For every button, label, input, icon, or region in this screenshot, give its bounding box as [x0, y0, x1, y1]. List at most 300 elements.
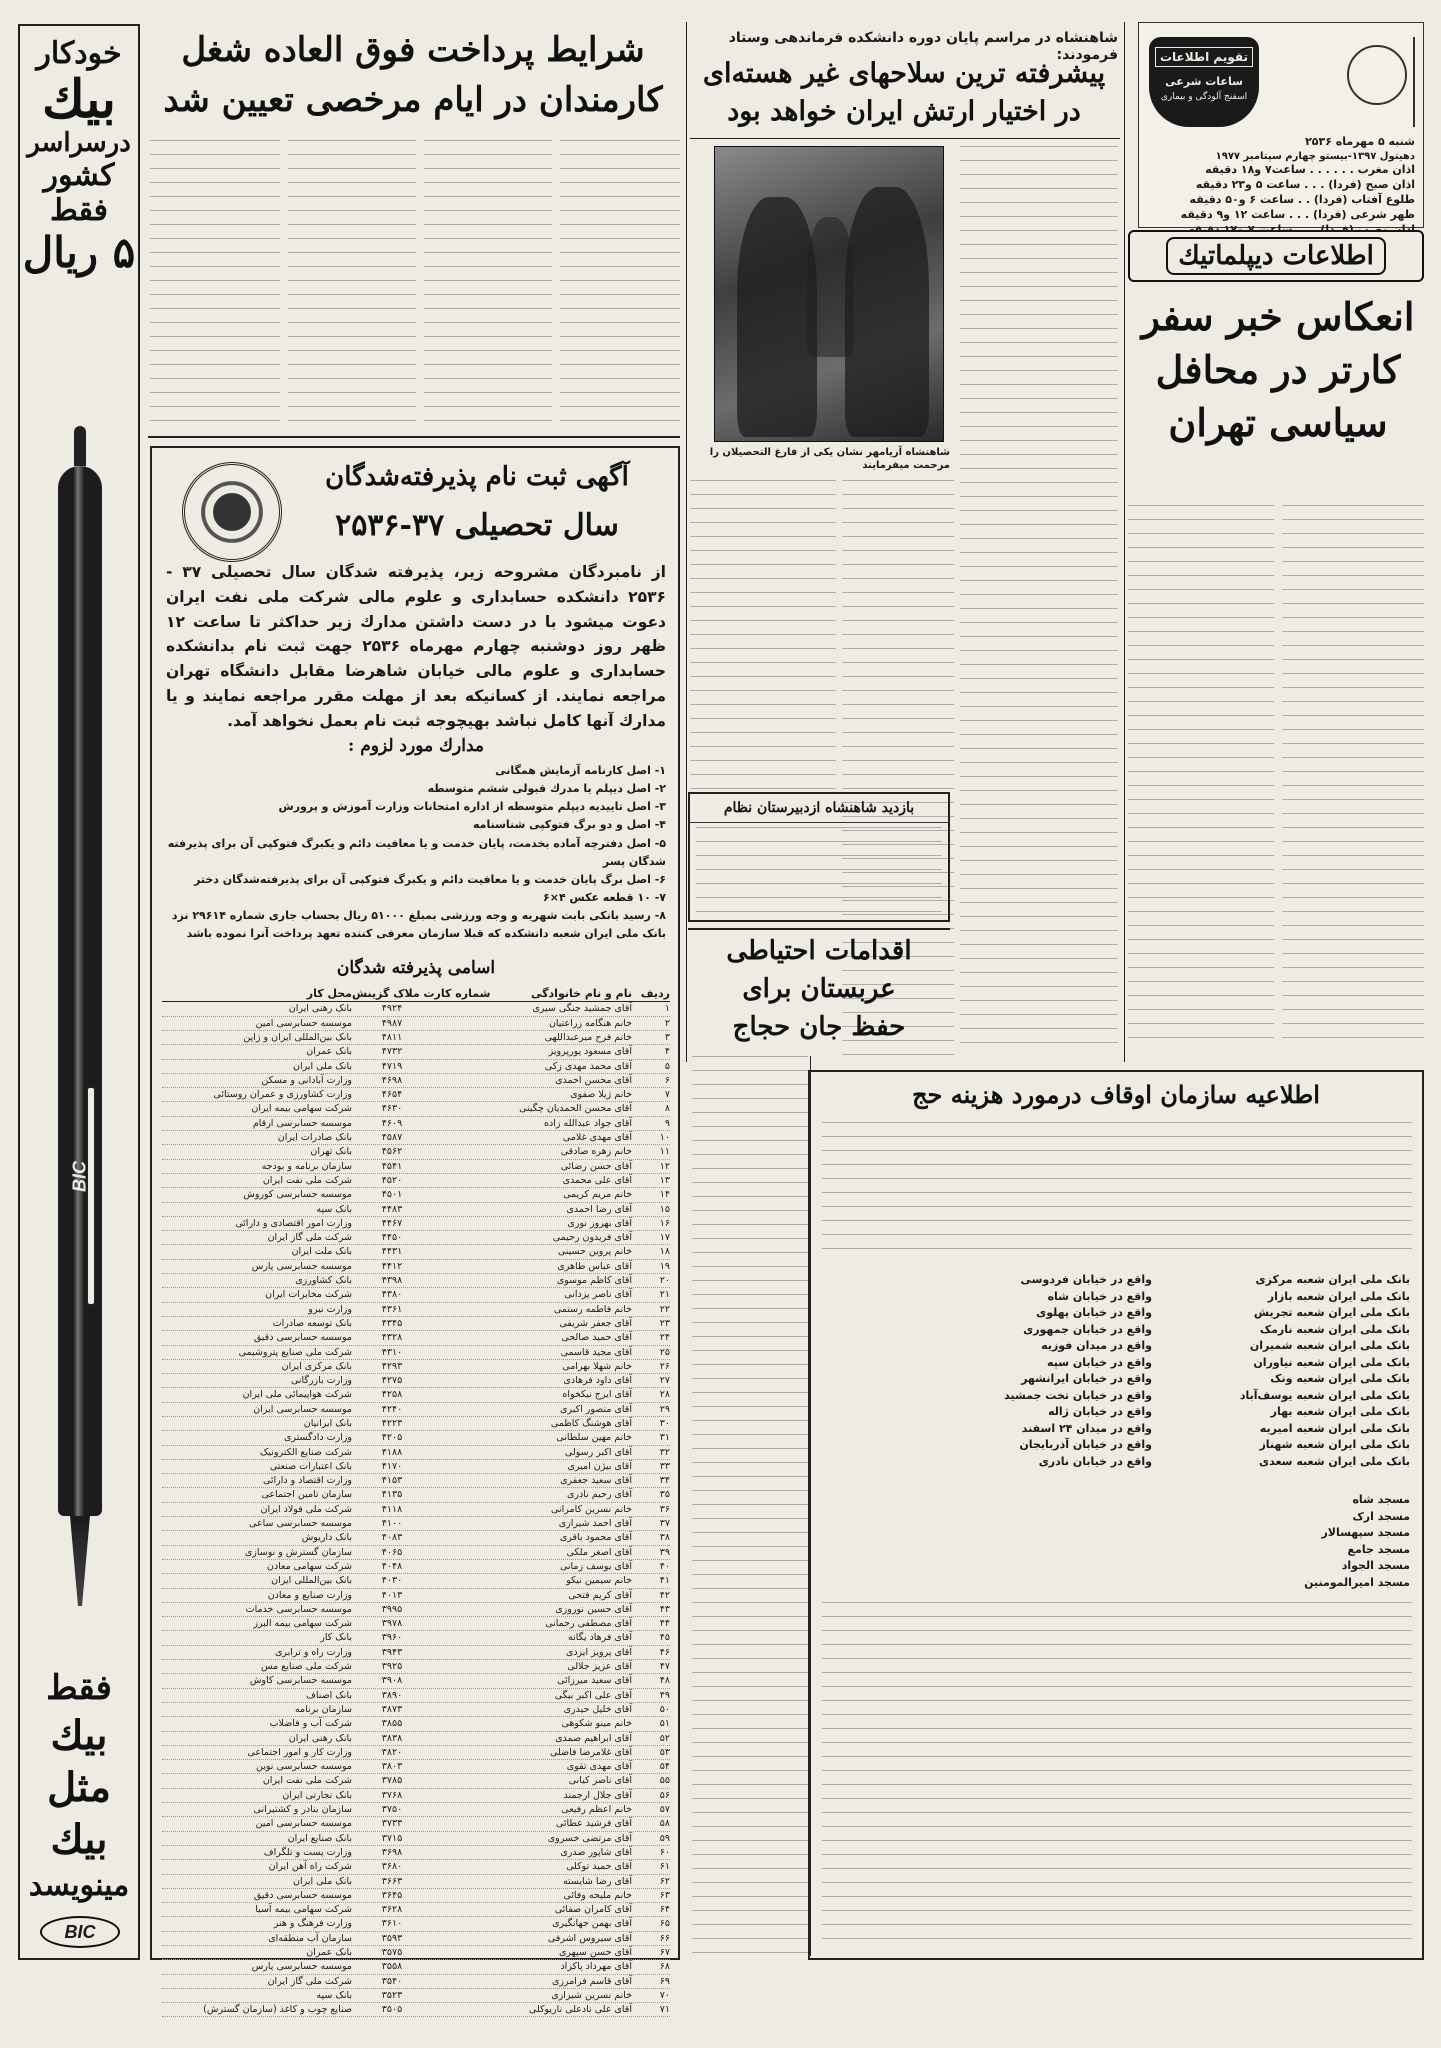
row-card: ۴۷۳۲ [381, 1046, 403, 1058]
calendar-logo [1149, 37, 1259, 127]
oil-company-emblem [182, 462, 282, 562]
row-name: آقای جعفر شریفی [559, 1317, 632, 1329]
row-name: آقای مهدی تقوی [566, 1761, 632, 1773]
calendar-box [1138, 22, 1424, 228]
table-row [162, 1717, 670, 1731]
rule [148, 436, 680, 438]
employment-headline-1: شرایط پرداخت فوق العاده شغل [181, 30, 645, 70]
row-card: ۴۰۴۸ [381, 1560, 403, 1572]
row-index: ۶۶ [659, 1932, 670, 1944]
row-index: ۶۸ [659, 1961, 670, 1973]
row-name: خانم زهره صادقی [560, 1146, 632, 1158]
row-card: ۳۹۶۰ [381, 1632, 403, 1644]
table-row [162, 1431, 670, 1445]
row-index: ۴ [664, 1046, 670, 1058]
table-row [162, 1603, 670, 1617]
row-name: آقای کامران صفائی [554, 1904, 632, 1916]
row-card: ۳۵۲۳ [381, 1989, 403, 2001]
row-card: ۴۸۱۱ [381, 1031, 403, 1043]
awqaf-banks [1160, 1272, 1410, 1470]
row-name: خانم پروین حسینی [557, 1246, 632, 1258]
row-workplace: وزارت کشاورزی و عمران روستائی [213, 1089, 352, 1101]
calendar-logo-title: تقویم اطلاعات [1155, 47, 1253, 67]
table-row [162, 1746, 670, 1760]
row-workplace: موسسه حسابرسی خدمات [245, 1603, 352, 1615]
table-row [162, 1002, 670, 1016]
row-card: ۴۵۶۲ [381, 1146, 403, 1158]
row-card: ۴۳۹۸ [381, 1275, 403, 1287]
docs-title: مدارك مورد لزوم : [348, 736, 484, 756]
row-name: آقای حسین نوروزی [555, 1603, 632, 1615]
bic-bottom-3: مثل [47, 1764, 111, 1811]
calendar-logo-sub: ساعات شرعی [1165, 75, 1243, 88]
column-rule [686, 22, 687, 1062]
row-name: خانم نسرین شیرازی [551, 1989, 632, 2001]
row-workplace: شرکت هواپیمائی ملی ایران [242, 1389, 352, 1401]
row-name: خانم مینو شکوهی [561, 1718, 632, 1730]
row-name: آقای حسن سپهری [558, 1946, 632, 1958]
row-workplace: موسسه حسابرسی ارقام [252, 1117, 352, 1129]
row-card: ۴۵۸۷ [381, 1132, 403, 1144]
shah-caption: شاهنشاه آریامهر نشان یکی از فارغ التحصیلان را مرحمت میفرمایند [709, 447, 950, 471]
col-index: ردیف [640, 987, 670, 1000]
row-card: ۴۵۴۱ [381, 1160, 403, 1172]
bank-item: بانک ملی ایران شعبه نارمک [1259, 1322, 1410, 1336]
pen-label: BIC [69, 1161, 90, 1192]
row-workplace: وزارت پست و تلگراف [263, 1846, 352, 1858]
row-workplace: بانک سپه [316, 1989, 352, 2001]
row-index: ۷۱ [659, 2004, 670, 2016]
row-index: ۱۸ [659, 1246, 670, 1258]
row-name: آقای سعید جعفری [560, 1475, 632, 1487]
row-workplace: وزارت راه و ترابری [274, 1646, 352, 1658]
table-row [162, 1274, 670, 1288]
row-name: آقای جواد عبدالله زاده [544, 1117, 632, 1129]
row-card: ۳۵۵۸ [381, 1961, 403, 1973]
table-row [162, 1803, 670, 1817]
row-card: ۳۶۹۸ [381, 1846, 403, 1858]
row-workplace: بانک توسعه صادرات [272, 1317, 352, 1329]
table-row [162, 1474, 670, 1488]
doc-item: ۱- اصل کارنامه آزمایش همگانی [495, 764, 666, 777]
mosque-item: مسجد شاه [1352, 1493, 1410, 1506]
table-row [162, 1260, 670, 1274]
awqaf-body [822, 1602, 1412, 1950]
row-index: ۲ [664, 1017, 670, 1029]
row-card: ۳۶۴۵ [381, 1889, 403, 1901]
row-workplace: بانک ملی ایران [292, 1060, 352, 1072]
row-card: ۳۹۴۳ [381, 1646, 403, 1658]
row-workplace: بانک رهنی ایران [288, 1732, 352, 1744]
row-index: ۱۴ [659, 1189, 670, 1201]
col-workplace: محل کار [306, 987, 352, 1000]
row-card: ۴۲۹۳ [381, 1360, 403, 1372]
row-index: ۷۰ [659, 1989, 670, 2001]
row-workplace: موسسه حسابرسی دقیق [253, 1889, 352, 1901]
row-card: ۴۴۳۱ [381, 1246, 403, 1258]
row-card: ۳۹۲۵ [381, 1661, 403, 1673]
row-index: ۶۱ [659, 1861, 670, 1873]
row-card: ۴۳۲۸ [381, 1332, 403, 1344]
shah-photo [714, 146, 944, 442]
row-card: ۴۱۷۰ [381, 1460, 403, 1472]
row-workplace: بانک صنایع ایران [287, 1832, 352, 1844]
street-item: واقع در خیابان نادری [1038, 1454, 1152, 1468]
row-card: ۴۰۳۰ [381, 1575, 403, 1587]
row-card: ۳۸۲۰ [381, 1746, 403, 1758]
calendar-lines [1147, 135, 1415, 238]
bank-item: بانک ملی ایران شعبه نیاوران [1253, 1355, 1410, 1369]
row-index: ۲۹ [659, 1403, 670, 1415]
row-name: آقای غلامرضا فاضلی [549, 1746, 632, 1758]
row-name: خانم فرح میرعبداللهی [544, 1031, 632, 1043]
street-item: واقع در خیابان فردوسی [1020, 1273, 1152, 1286]
row-card: ۴۹۸۷ [381, 1017, 403, 1029]
row-name: آقای محمد مهدی زکی [544, 1060, 632, 1072]
row-workplace: بانک تهران [310, 1146, 352, 1158]
row-index: ۳۶ [659, 1503, 670, 1515]
table-row [162, 1960, 670, 1974]
mosque-item: مسجد جامع [1347, 1542, 1410, 1556]
row-name: آقای علی اکبر بیگی [554, 1689, 632, 1701]
row-index: ۲۸ [659, 1389, 670, 1401]
row-card: ۴۲۷۵ [381, 1375, 403, 1387]
calendar-time-4: ظهر شرعی (فردا) . . . ساعت ۱۲ و۹ دقیقه [1180, 207, 1415, 221]
row-workplace: سازمان تامین اجتماعی [261, 1489, 352, 1501]
row-name: آقای ایرج نیکخواه [562, 1389, 632, 1401]
bic-bottom-4: بیك [50, 1816, 108, 1863]
table-row [162, 1860, 670, 1874]
row-index: ۳۷ [659, 1518, 670, 1530]
row-workplace: وزارت امور اقتصادی و دارائی [235, 1217, 352, 1229]
row-workplace: شرکت آب و فاضلاب [269, 1718, 352, 1730]
table-row [162, 1188, 670, 1202]
row-name: آقای مهدی غلامی [562, 1132, 632, 1144]
table-row [162, 1460, 670, 1474]
doc-item: ۸- رسید بانکی بابت شهریه و وجه ورزشی بمبلغ ۵۱۰۰۰ ریال بحساب جاری شماره ۲۹۶۱۴ نزد بانک ملی ایران شعبه دانشکده که قبلا سازمان معرفی کننده تعهد پرداخت آنرا نموده باشد [171, 909, 666, 941]
pen-illustration [50, 426, 110, 1626]
table-row [162, 1932, 670, 1946]
awqaf-intro [822, 1122, 1412, 1262]
row-workplace: شرکت ملی صنایع پتروشیمی [238, 1346, 352, 1358]
row-workplace: شرکت ملی گاز ایران [267, 1232, 352, 1244]
table-row [162, 1946, 670, 1960]
pen-body [58, 466, 102, 1516]
row-name: آقای جمشید جنگی سیری [532, 1003, 632, 1015]
calendar-emblem [1347, 45, 1407, 105]
row-index: ۵۶ [659, 1789, 670, 1801]
doc-item: ۵- اصل دفترچه آماده بخدمت، پایان خدمت و یا معافیت دائم و یکبرگ فتوکپی آن برای پذیرفته شدگان پسر [167, 836, 666, 868]
table-row [162, 1774, 670, 1788]
table-row [162, 1102, 670, 1116]
row-index: ۳۱ [659, 1432, 670, 1444]
table-row [162, 1317, 670, 1331]
table-row [162, 1360, 670, 1374]
row-index: ۳۰ [659, 1418, 670, 1429]
row-workplace: وزارت آبادانی و مسکن [261, 1074, 352, 1086]
bic-ad [18, 24, 140, 1960]
bank-item: بانک ملی ایران شعبه بازار [1267, 1289, 1410, 1303]
row-workplace: سازمان گسترش و نوسازی [244, 1546, 352, 1558]
row-card: ۳۶۶۳ [381, 1875, 403, 1887]
bic-brand: بیك [42, 69, 116, 130]
calendar-time-2: اذان صبح (فردا) . . . ساعت ۵ و۲۳ دقیقه [1195, 178, 1415, 192]
diplomatic-banner-text: اطلاعات دیپلماتیك [1166, 237, 1386, 275]
arabia-headline-2: عربستان برای [742, 974, 896, 1004]
row-index: ۶۹ [659, 1975, 670, 1987]
row-workplace: سازمان بنادر و کشتیرانی [253, 1804, 352, 1816]
row-name: آقای یوسف زمانی [559, 1560, 632, 1572]
row-card: ۴۱۳۵ [381, 1489, 403, 1501]
table-row [162, 1832, 670, 1846]
row-name: آقای فریدون رحیمی [552, 1232, 632, 1244]
arabia-headline-3: حفظ جان حجاج [732, 1012, 906, 1042]
row-card: ۴۳۶۱ [381, 1303, 403, 1315]
row-card: ۳۶۱۰ [381, 1918, 403, 1930]
row-workplace: بانک تجارتی ایران [282, 1789, 352, 1801]
row-name: آقای ناصر کیانی [568, 1775, 632, 1787]
row-card: ۳۶۸۰ [381, 1861, 403, 1873]
calendar-date-2: دهیتول ۱۳۹۷-بیستو چهارم سپتامبر ۱۹۷۷ [1215, 150, 1415, 162]
row-workplace: بانک عمران [306, 1946, 352, 1958]
row-name: آقای مرتضی خسروی [547, 1832, 632, 1844]
row-name: آقای مهرداد پاکزاد [560, 1961, 632, 1973]
row-workplace: بانک ایرانیان [303, 1418, 352, 1429]
row-index: ۱۹ [659, 1260, 670, 1272]
row-name: آقای محسن الحمدیان چگینی [519, 1103, 632, 1115]
row-card: ۴۱۰۰ [381, 1518, 403, 1530]
row-index: ۵۴ [659, 1761, 670, 1773]
row-name: خانم اعظم رفیعی [561, 1804, 632, 1816]
row-workplace: شرکت سهامی بیمه ایران [251, 1103, 352, 1115]
mosque-item: مسجد سپهسالار [1321, 1526, 1410, 1539]
street-item: واقع در خیابان پهلوی [1036, 1306, 1152, 1319]
table-row [162, 1574, 670, 1588]
row-index: ۶۰ [659, 1846, 670, 1858]
photo-figure-center [807, 217, 853, 357]
row-workplace: شرکت سهامی بیمه آسیا [255, 1904, 352, 1916]
docs-list [166, 762, 666, 943]
awqaf-mosques [1210, 1492, 1410, 1591]
row-name: خانم شهلا بهرامی [562, 1360, 632, 1372]
table-header [162, 986, 670, 1002]
table-row [162, 1303, 670, 1317]
table-row [162, 1703, 670, 1717]
row-index: ۵۸ [659, 1818, 670, 1830]
row-workplace: بانک سپه [316, 1203, 352, 1215]
row-index: ۵۱ [659, 1718, 670, 1730]
table-row [162, 1631, 670, 1645]
bank-item: بانک ملی ایران شعبه مرکزی [1255, 1273, 1410, 1286]
row-name: آقای فرهاد یگانه [568, 1632, 632, 1644]
row-card: ۳۸۹۰ [381, 1689, 403, 1701]
visit-title: بازدید شاهنشاه ازدبیرستان نظام [690, 794, 948, 823]
row-workplace: شرکت ملی گاز ایران [267, 1975, 352, 1987]
row-workplace: موسسه حسابرسی امین [255, 1818, 352, 1830]
row-name: آقای علی محمدی [562, 1174, 632, 1186]
table-row [162, 1217, 670, 1231]
row-name: آقای خلیل حیدری [563, 1703, 632, 1715]
table-row [162, 1674, 670, 1688]
row-index: ۱۲ [659, 1160, 670, 1172]
bank-item: بانک ملی ایران شعبه شمیران [1249, 1339, 1410, 1352]
row-index: ۴۹ [659, 1689, 670, 1701]
table-row [162, 1374, 670, 1388]
row-workplace: شرکت ملی نفت ایران [262, 1174, 352, 1186]
row-card: ۴۰۱۳ [381, 1589, 403, 1601]
row-index: ۲۵ [659, 1346, 670, 1358]
doc-item: ۷- ۱۰ قطعه عکس ۴×۶ [543, 890, 666, 904]
row-card: ۳۷۸۵ [381, 1775, 403, 1787]
table-row [162, 1045, 670, 1059]
row-index: ۴۲ [659, 1589, 670, 1601]
row-name: آقای سیروس اشرفی [547, 1932, 632, 1944]
row-index: ۴۶ [659, 1646, 670, 1658]
row-index: ۴۳ [659, 1603, 670, 1615]
row-name: آقای بیژن امیری [567, 1460, 632, 1472]
bic-tagline-1: درسراسر [27, 128, 131, 159]
table-row [162, 1017, 670, 1031]
row-name: آقای پرویز ایزدی [565, 1646, 632, 1658]
bic-tagline-3: فقط [50, 193, 108, 229]
row-workplace: موسسه حسابرسی دقیق [253, 1332, 352, 1344]
row-card: ۴۴۸۳ [381, 1203, 403, 1215]
row-card: ۳۹۹۵ [381, 1603, 403, 1615]
table-row [162, 1689, 670, 1703]
row-workplace: شرکت سهامی بیمه البرز [253, 1618, 352, 1630]
row-index: ۷ [664, 1089, 670, 1101]
row-card: ۳۷۱۵ [381, 1832, 403, 1844]
row-card: ۳۵۴۰ [381, 1975, 403, 1987]
bic-tagline-2: کشور [43, 158, 115, 194]
row-name: آقای ابراهیم صمدی [555, 1732, 632, 1744]
row-name: آقای حمید توکلی [566, 1861, 632, 1873]
mosque-item: مسجد الجواد [1341, 1559, 1410, 1572]
employment-headline-2: کارمندان در ایام مرخصی تعیین شد [163, 80, 663, 120]
row-workplace: سازمان آب منطقه‌ای [268, 1932, 352, 1944]
diplomatic-banner [1128, 230, 1424, 282]
row-index: ۱۷ [659, 1232, 670, 1244]
row-index: ۴۱ [659, 1575, 670, 1587]
table-row [162, 1088, 670, 1102]
row-index: ۲۴ [659, 1332, 670, 1344]
table-row [162, 1231, 670, 1245]
table-row [162, 1403, 670, 1417]
street-item: واقع در میدان ۲۴ اسفند [1021, 1421, 1152, 1435]
employment-body-col1 [560, 140, 680, 430]
registration-year: سال تحصیلی ۳۷-۲۵۳۶ [335, 508, 619, 543]
row-name: خانم سیمین نیکو [566, 1575, 632, 1587]
photo-figure-left [737, 197, 817, 437]
row-index: ۵۵ [659, 1775, 670, 1787]
shah-body-col2 [842, 480, 954, 810]
diplomatic-body-left [1128, 505, 1274, 1045]
row-workplace: بانک بین‌المللی ایران و ژاپن [243, 1031, 352, 1043]
row-workplace: موسسه حسابرسی امین [255, 1017, 352, 1029]
diplomatic-body-right [1282, 505, 1424, 1045]
row-workplace: بانک صادرات ایران [277, 1132, 352, 1144]
row-index: ۲۳ [659, 1317, 670, 1329]
row-card: ۴۶۰۹ [381, 1117, 403, 1129]
row-workplace: موسسه حسابرسی ساعی [248, 1518, 352, 1530]
doc-item: ۴- اصل و دو برگ فتوکپی شناسنامه [473, 818, 666, 832]
row-workplace: موسسه حسابرسی کاوش [249, 1675, 352, 1687]
row-index: ۱۱ [659, 1146, 670, 1158]
row-card: ۴۴۶۷ [381, 1217, 403, 1229]
row-name: آقای بهمن جهانگیری [552, 1918, 632, 1930]
row-workplace: وزارت دادگستری [283, 1432, 352, 1444]
row-card: ۴۱۱۸ [381, 1503, 403, 1515]
row-name: آقای منصور اکبری [560, 1403, 632, 1415]
row-index: ۵۲ [659, 1732, 670, 1744]
row-workplace: وزارت فرهنگ و هنر [273, 1918, 352, 1930]
row-name: خانم فاطمه رستمی [553, 1303, 632, 1315]
table-body [162, 1002, 670, 2017]
registration-title: آگهی ثبت نام پذیرفته‌شدگان [325, 462, 629, 492]
row-name: آقای مصطفی رحمانی [545, 1618, 632, 1630]
row-card: ۳۸۳۸ [381, 1732, 403, 1744]
employment-body-col3 [288, 140, 416, 430]
bank-item: بانک ملی ایران شعبه امیریه [1259, 1421, 1410, 1435]
row-workplace: وزارت بازرگانی [290, 1375, 352, 1387]
table-row [162, 1903, 670, 1917]
row-card: ۳۸۷۳ [381, 1703, 403, 1715]
row-card: ۴۹۲۴ [381, 1003, 403, 1015]
row-name: آقای احمد شیرازی [558, 1518, 632, 1530]
row-name: آقای جلال ارجمند [563, 1789, 632, 1801]
row-name: آقای بهروز نوری [567, 1217, 632, 1229]
bank-item: بانک ملی ایران شعبه بهار [1270, 1405, 1410, 1418]
row-workplace: بانک رهنی ایران [288, 1003, 352, 1015]
row-workplace: موسسه حسابرسی کوروش [243, 1189, 352, 1201]
row-card: ۴۲۲۳ [381, 1418, 403, 1429]
row-index: ۴۸ [659, 1675, 670, 1687]
row-index: ۶۳ [659, 1889, 670, 1901]
table-row [162, 1131, 670, 1145]
table-row [162, 1789, 670, 1803]
row-index: ۴۵ [659, 1632, 670, 1644]
table-row [162, 1031, 670, 1045]
row-index: ۴۰ [659, 1560, 670, 1572]
table-row [162, 1917, 670, 1931]
street-item: واقع در خیابان تخت جمشید [1004, 1388, 1152, 1402]
mosque-item: مسجد امیرالمومنین [1304, 1575, 1410, 1589]
row-card: ۳۵۷۵ [381, 1946, 403, 1958]
row-index: ۱۳ [659, 1174, 670, 1186]
row-name: آقای مسعود پورپرویز [548, 1046, 632, 1058]
row-name: خانم ملیحه وفائی [563, 1889, 632, 1901]
column-rule [1124, 22, 1125, 1062]
row-workplace: سازمان برنامه و بودجه [261, 1160, 352, 1172]
table-row [162, 1346, 670, 1360]
row-workplace: شرکت ملی نفت ایران [262, 1775, 352, 1787]
awqaf-notice [808, 1070, 1424, 1960]
row-card: ۴۵۲۰ [381, 1174, 403, 1186]
row-index: ۶۷ [659, 1946, 670, 1958]
row-index: ۵۳ [659, 1746, 670, 1758]
table-row [162, 1732, 670, 1746]
table-row [162, 1517, 670, 1531]
row-index: ۵۹ [659, 1832, 670, 1844]
row-card: ۴۳۱۰ [381, 1346, 403, 1358]
row-index: ۲۱ [659, 1289, 670, 1301]
row-name: آقای محسن احمدی [555, 1074, 632, 1086]
photo-figure-right [845, 187, 929, 437]
table-row [162, 1117, 670, 1131]
row-index: ۳۵ [659, 1489, 670, 1501]
row-name: آقای علی نادعلی ناریوکلی [528, 2004, 632, 2016]
row-name: آقای داود فرهادی [563, 1375, 632, 1387]
